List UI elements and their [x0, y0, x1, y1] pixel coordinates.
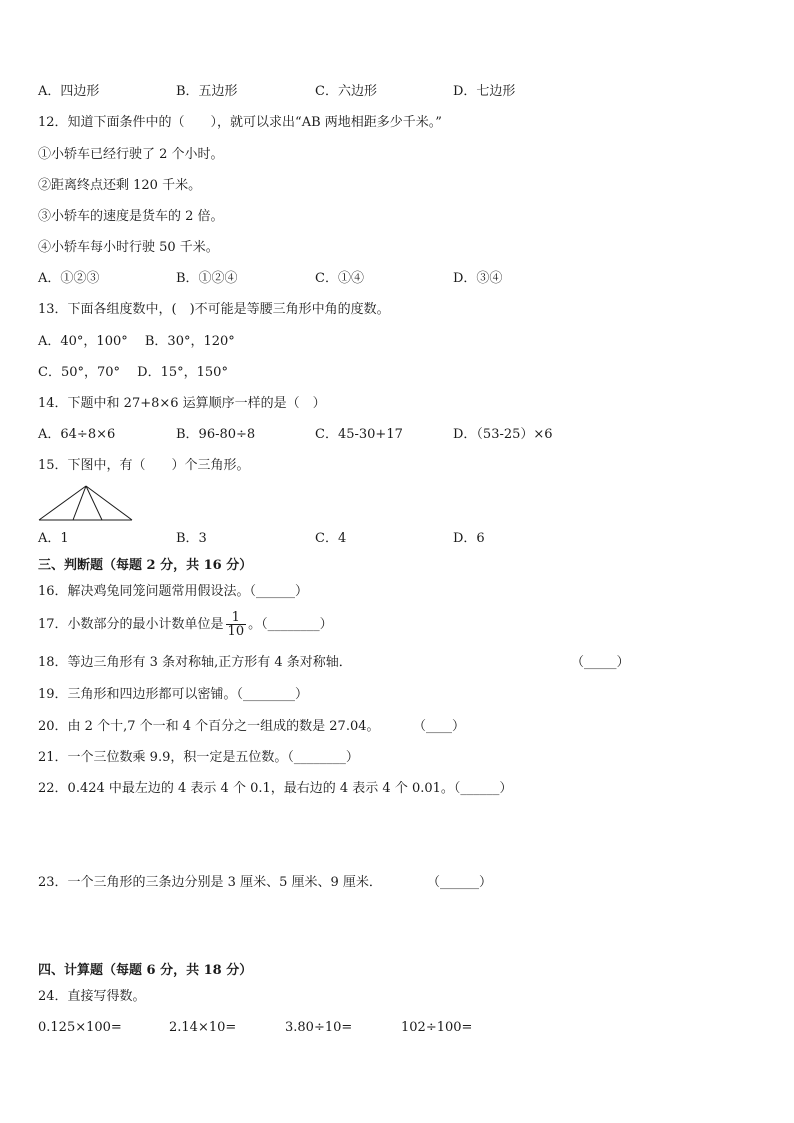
q21-text: 21．一个三位数乘 9.9，积一定是五位数。（________）: [38, 750, 359, 765]
q14-option-d: D．（53-25）×6: [453, 427, 553, 442]
q24-item-1: 0.125×100=: [38, 1020, 122, 1035]
q18-answer-blank: （_____）: [571, 655, 630, 670]
q12-condition-4: ④小轿车每小时行驶 50 千米。: [38, 240, 219, 255]
q12-option-d: D．③④: [453, 271, 503, 286]
q12-stem: 12．知道下面条件中的（ ），就可以求出“AB 两地相距多少千米。”: [38, 115, 442, 130]
q19-text: 19．三角形和四边形都可以密铺。（________）: [38, 687, 309, 702]
q17-fraction-denominator: 10: [227, 624, 245, 639]
q16-text: 16．解决鸡兔同笼问题常用假设法。（______）: [38, 584, 309, 599]
q11-option-d: D．七边形: [453, 84, 516, 99]
q13-options-row-1: A．40°，100° B．30°，120°: [38, 334, 235, 349]
q13-options-row-2: C．50°，70° D．15°，150°: [38, 365, 228, 380]
q18-text: 18．等边三角形有 3 条对称轴,正方形有 4 条对称轴．: [38, 655, 352, 670]
q23-text: 23．一个三角形的三条边分别是 3 厘米、5 厘米、9 厘米．: [38, 875, 382, 890]
q14-stem: 14．下题中和 27+8×6 运算顺序一样的是（ ）: [38, 396, 326, 411]
triangle-right-side: [86, 486, 132, 520]
q17-text-after: 。（________）: [248, 617, 333, 632]
q20-text: 20．由 2 个十,7 个一和 4 个百分之一组成的数是 27.04。: [38, 719, 380, 734]
q12-condition-2: ②距离终点还剩 120 千米。: [38, 178, 202, 193]
q11-option-a: A．四边形: [38, 84, 100, 99]
q12-condition-3: ③小轿车的速度是货车的 2 倍。: [38, 209, 224, 224]
q17-line: [38, 610, 333, 640]
section-3-heading: 三、判断题（每题 2 分，共 16 分）: [38, 558, 253, 573]
q24-item-4: 102÷100=: [401, 1020, 473, 1035]
triangle-figure: [38, 484, 134, 522]
q15-option-b: B．3: [176, 531, 207, 546]
q17-fraction: [226, 611, 247, 638]
q24-item-3: 3.80÷10=: [285, 1020, 353, 1035]
q12-condition-1: ①小轿车已经行驶了 2 个小时。: [38, 147, 224, 162]
q14-option-c: C．45-30+17: [315, 427, 403, 442]
q15-stem: 15．下图中，有（ ）个三角形。: [38, 458, 250, 473]
q11-option-b: B．五边形: [176, 84, 238, 99]
q15-option-a: A．1: [38, 531, 69, 546]
q13-stem: 13．下面各组度数中，( )不可能是等腰三角形中角的度数。: [38, 302, 390, 317]
q20-answer-blank: （____）: [413, 719, 466, 734]
q12-option-b: B．①②④: [176, 271, 238, 286]
q15-option-c: C．4: [315, 531, 347, 546]
q11-option-c: C．六边形: [315, 84, 377, 99]
q22-text: 22．0.424 中最左边的 4 表示 4 个 0.1，最右边的 4 表示 4 个 0.01。（______）: [38, 781, 513, 796]
q14-option-a: A．64÷8×6: [38, 427, 116, 442]
q14-option-b: B．96-80÷8: [176, 427, 256, 442]
q24-stem: 24．直接写得数。: [38, 989, 146, 1004]
q23-answer-blank: （______）: [427, 875, 493, 890]
q12-option-c: C．①④: [315, 271, 364, 286]
q17-fraction-numerator: 1: [226, 611, 247, 625]
q15-option-d: D．6: [453, 531, 485, 546]
q24-item-2: 2.14×10=: [169, 1020, 237, 1035]
q17-text-before: 17．小数部分的最小计数单位是: [38, 617, 224, 632]
section-4-heading: 四、计算题（每题 6 分，共 18 分）: [38, 963, 253, 978]
q12-option-a: A．①②③: [38, 271, 100, 286]
triangle-inner-line-2: [86, 486, 102, 520]
triangle-left-side: [39, 486, 86, 520]
